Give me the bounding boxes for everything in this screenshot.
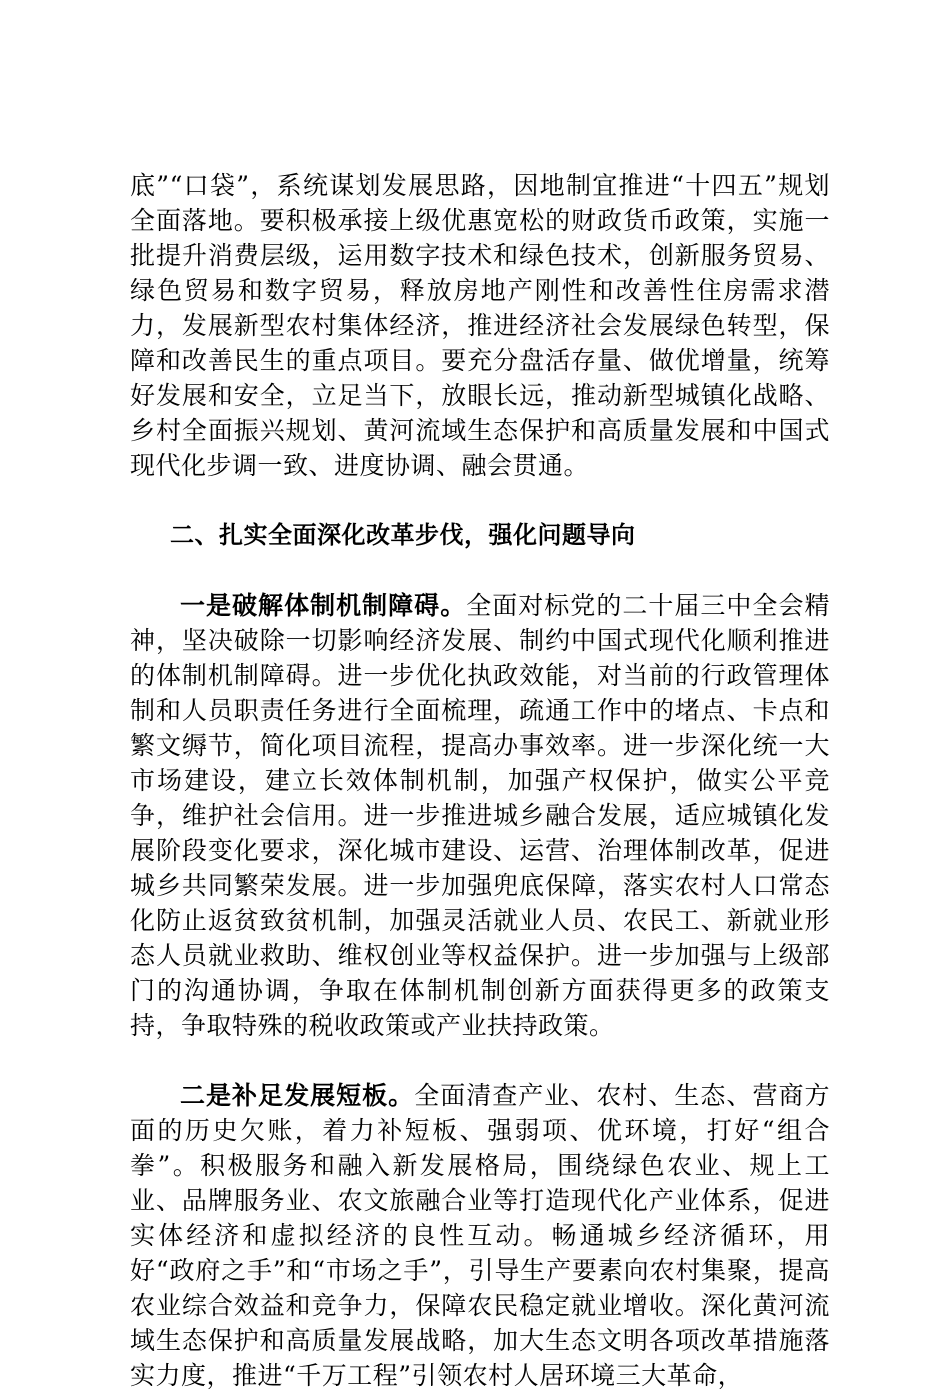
item-2-body: 全面清查产业、农村、生态、营商方面的历史欠账，着力补短板、强弱项、优环境，打好“组合拳”。积极服务和融入新发展格局，围绕绿色农业、规上工业、品牌服务业、农文旅融合业等打造现代化产业体系，促进实体经济和虚拟经济的良性互动。畅通城乡经济循环，用好“政府之手”和“市场之手”，引导生产要素向农村集聚，提高农业综合效益和竞争力，保障农民稳定就业增收。深化黄河流域生态保护和高质量发展战略，加大生态文明各项改革措施落实力度，推进“千万工程”引领农村人居环境三大革命， xyxy=(130,1081,830,1390)
paragraph-item-1 xyxy=(130,588,830,1043)
paragraph-continued: 底”“口袋”，系统谋划发展思路，因地制宜推进“十四五”规划全面落地。要积极承接上级优惠宽松的财政货币政策，实施一批提升消费层级，运用数字技术和绿色技术，创新服务贸易、绿色贸易和数字贸易，释放房地产刚性和改善性住房需求潜力，发展新型农村集体经济，推进经济社会发展绿色转型，保障和改善民生的重点项目。要充分盘活存量、做优增量，统筹好发展和安全，立足当下，放眼长远，推动新型城镇化战略、乡村全面振兴规划、黄河流域生态保护和高质量发展和中国式现代化步调一致、进度协调、融会贯通。 xyxy=(130,171,830,480)
item-2-lead: 二是补足发展短板。 xyxy=(180,1081,415,1110)
paragraph-item-2 xyxy=(130,1078,830,1393)
section-heading: 二、扎实全面深化改革步伐，强化问题导向 xyxy=(170,521,636,549)
item-1-lead: 一是破解体制机制障碍。 xyxy=(180,591,467,620)
item-1-body: 全面对标党的二十届三中全会精神，坚决破除一切影响经济发展、制约中国式现代化顺利推进的体制机制障碍。进一步优化执政效能，对当前的行政管理体制和人员职责任务进行全面梳理，疏通工作中的堵点、卡点和繁文缛节，简化项目流程，提高办事效率。进一步深化统一大市场建设，建立长效体制机制，加强产权保护，做实公平竞争，维护社会信用。进一步推进城乡融合发展，适应城镇化发展阶段变化要求，深化城市建设、运营、治理体制改革，促进城乡共同繁荣发展。进一步加强兜底保障，落实农村人口常态化防止返贫致贫机制，加强灵活就业人员、农民工、新就业形态人员就业救助、维权创业等权益保护。进一步加强与上级部门的沟通协调，争取在体制机制创新方面获得更多的政策支持，争取特殊的税收政策或产业扶持政策。 xyxy=(130,591,830,1040)
document-page xyxy=(130,168,830,1393)
